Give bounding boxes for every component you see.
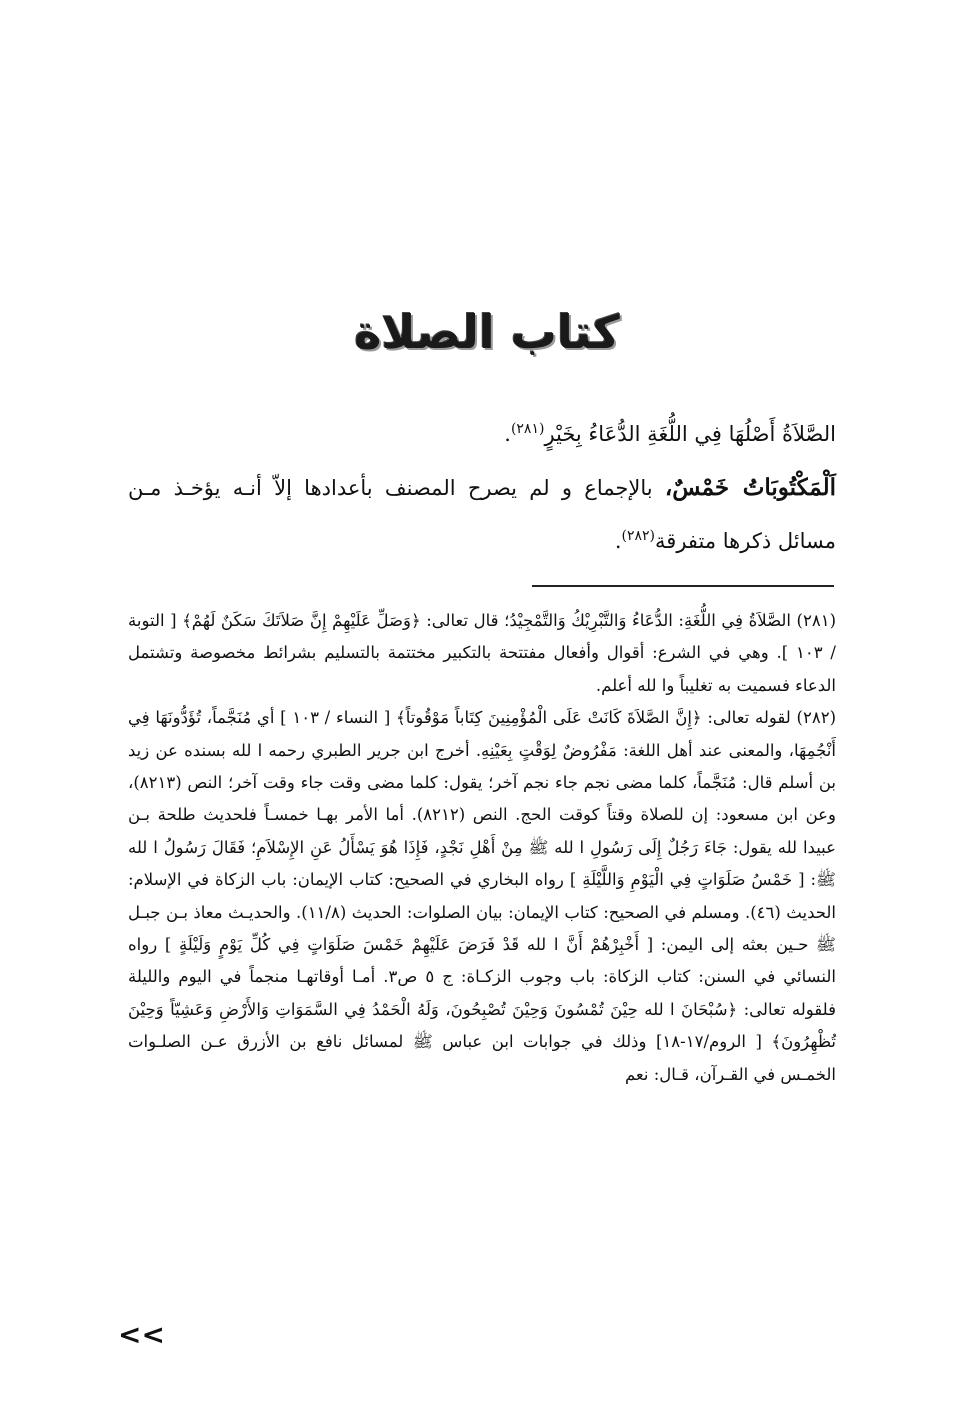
footnote-ref-282[interactable]: (٢٨٢) bbox=[621, 528, 656, 544]
main-line-1-end: . bbox=[504, 422, 511, 446]
main-line-1-text: الصَّلاَةُ أَصْلُهَا فِي اللُّغَةِ الدُّعَاءُ بِخَيْرٍ bbox=[544, 422, 836, 446]
continuation-arrow-icon: << bbox=[118, 1318, 165, 1351]
footnote-282: (٢٨٢) لقوله تعالى: ﴿إِنَّ الصَّلاَةَ كَانَتْ عَلَى الْمُؤْمِنِينَ كِتَاباً مَوْقُوتاً﴾ [ النساء / ١٠٣ ] أي مُنَجَّماً، تُؤَدُّونَهَا فِي أَنْجُمِهَا، والمعنى عند أهل اللغة: مَفْرُوضٌ لِوَقْتٍ بِعَيْنِهِ. أخرج ابن جرير الطبري رحمه ا لله بسنده عن زيد بن أسلم قال: مُنَجَّماً، كلما مضى نجم جاء نجم آخر؛ يقول: كلما مضى وقت جاء وقت آخر؛ النص (٨٢١٣)، وعن ابن مسعود: إن للصلاة وقتاً كوقت الحج. النص (٨٢١٢). أما الأمر بهـا خمسـاً فلحديث طلحة بـن عبيدا لله يقول: جَاءَ رَجُلٌ إِلَى رَسُولِ ا لله ﷺ مِنْ أَهْلِ نَجْدٍ، فَإِذَا هُوَ يَسْأَلُ عَنِ الإِسْلاَمِ؛ فَقَالَ رَسُولُ ا لله ﷺ: [ خَمْسُ صَلَوَاتٍ فِي الْيَوْمِ وَاللَّيْلَةِ ] رواه البخاري في الصحيح: كتاب الإيمان: باب الزكاة في الإسلام: الحديث (٤٦). ومسلم في الصحيح: كتاب الإيمان: بيان الصلوات: الحديث (١١/٨). والحديـث معاذ بـن جبـل ﷺ حـين بعثه إلى اليمن: [ أَخْبِرْهُمْ أَنَّ ا لله قَدْ فَرَضَ عَلَيْهِمْ خَمْسَ صَلَوَاتٍ فِي كُلِّ يَوْمٍ وَلَيْلَةٍ ] رواه النسائي في السنن: كتاب الزكاة: باب وجوب الزكـاة: ج ٥ ص٣. أمـا أوقاتهـا منجماً في اليوم والليلة فلقوله تعالى: ﴿سُبْحَانَ ا لله حِيْنَ تُمْسُونَ وَحِيْنَ تُصْبِحُونَ، وَلَهُ الْحَمْدُ فِي السَّمَوَاتِ وَالأَرْضِ وَعَشِيّاً وَحِيْنَ تُظْهِرُونَ﴾ [ الروم/١٧-١٨] وذلك في جوابات ابن عباس ﷺ لمسائل نافع بن الأزرق عـن الصلـوات الخمـس في القـرآن، قـال: نعم bbox=[128, 708, 837, 1084]
main-line-2-lead: اَلْمَكْتُوبَاتُ خَمْسٌ، bbox=[664, 474, 836, 501]
footnotes bbox=[128, 605, 836, 1091]
title-block bbox=[0, 300, 974, 364]
main-line-2 bbox=[128, 461, 836, 568]
footnote-ref-281[interactable]: (٢٨١) bbox=[510, 421, 545, 437]
footnote-divider bbox=[532, 585, 834, 587]
footnote-281: (٢٨١) الصَّلاَةُ فِي اللُّغَةِ: الدُّعَاءُ وَالتَّبْرِيْكُ وَالتَّمْجِيْدُ؛ قال تعالى: ﴿وَصَلِّ عَلَيْهِمْ إِنَّ صَلاَتَكَ سَكَنٌ لَهُمْ﴾ [ التوبة / ١٠٣ ]. وهي في الشرع: أقوال وأفعال مفتتحة بالتكبير مختتمة بالتسليم بشرائط مخصوصة وتشتمل الدعاء فسميت به تغليباً وا لله أعلم. bbox=[128, 611, 836, 695]
main-line-1 bbox=[128, 408, 836, 461]
book-title: كتاب الصلاة bbox=[354, 305, 620, 359]
main-line-2-end: . bbox=[614, 529, 622, 553]
main-line-2-text: بالإجماع و لم يصرح المصنف بأعدادها إلاّ أنـه يؤخـذ مـن مسائل ذكرها متفرقة bbox=[128, 476, 836, 553]
main-text bbox=[128, 408, 836, 568]
